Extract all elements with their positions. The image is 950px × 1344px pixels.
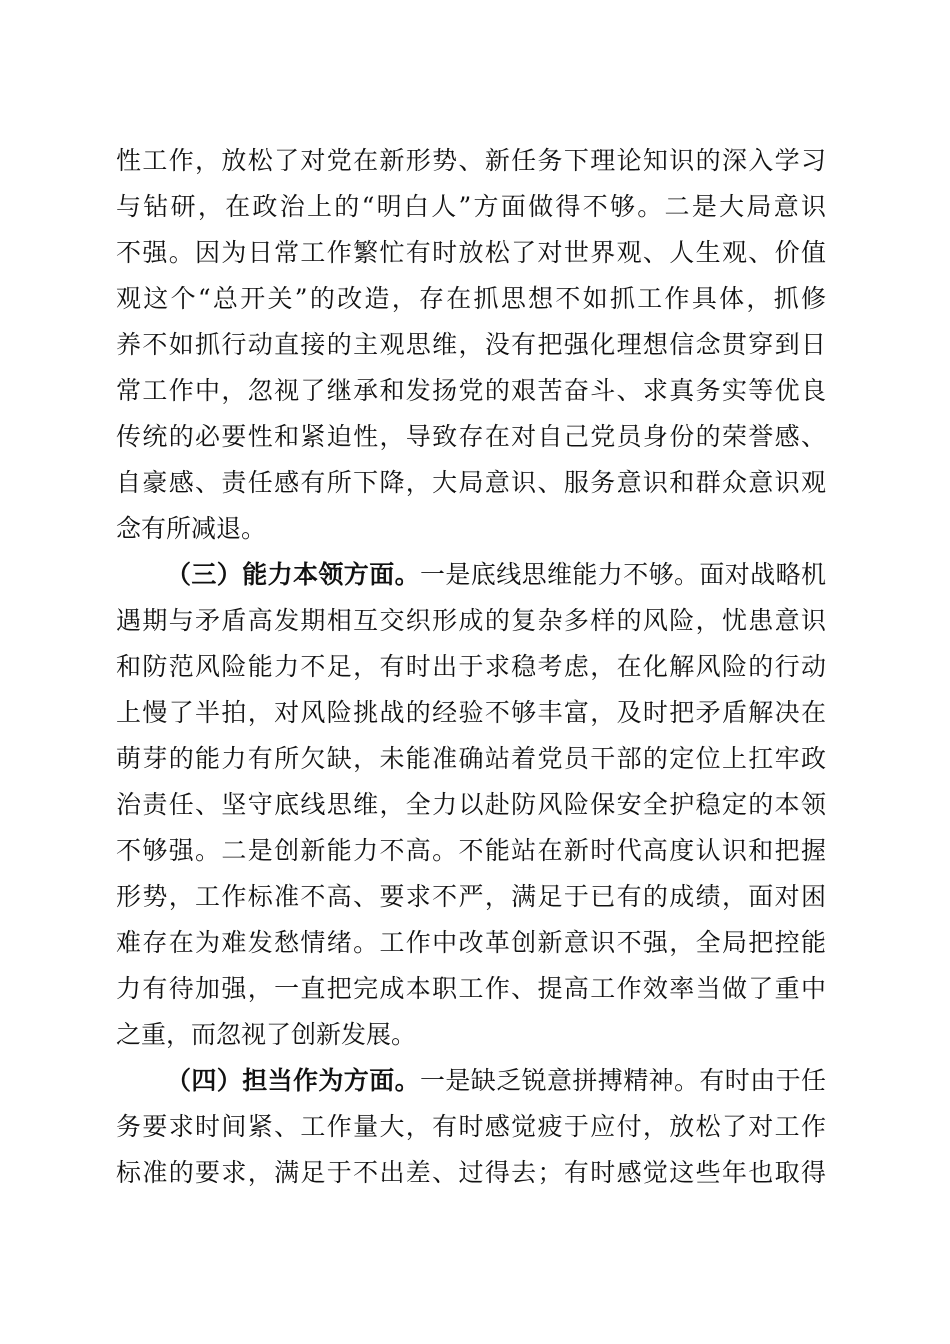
text-line: 形势，工作标准不高、要求不严，满足于已有的成绩，面对困 [116, 882, 826, 911]
text-line: 与钻研，在政治上的“明白人”方面做得不够。二是大局意识 [116, 192, 826, 221]
text-line: 观这个“总开关”的改造，存在抓思想不如抓工作具体，抓修 [116, 284, 826, 313]
text-line: 遇期与矛盾高发期相互交织形成的复杂多样的风险，忧患意识 [116, 606, 826, 635]
text-line: 养不如抓行动直接的主观思维，没有把强化理想信念贯穿到日 [116, 330, 826, 359]
text-line: 不够强。二是创新能力不高。不能站在新时代高度认识和把握 [116, 836, 826, 865]
text-line: 之重，而忽视了创新发展。 [116, 1020, 417, 1049]
text-line: 念有所减退。 [116, 514, 267, 543]
text-line: 常工作中，忽视了继承和发扬党的艰苦奋斗、求真务实等优良 [116, 376, 826, 405]
text-line: 务要求时间紧、工作量大，有时感觉疲于应付，放松了对工作 [116, 1112, 826, 1141]
section-heading: （三）能力本领方面。 [166, 560, 420, 589]
text-line: 性工作，放松了对党在新形势、新任务下理论知识的深入学习 [116, 146, 826, 175]
text-line: 上慢了半拍，对风险挑战的经验不够丰富，及时把矛盾解决在 [116, 698, 826, 727]
text-line: 自豪感、责任感有所下降，大局意识、服务意识和群众意识观 [116, 468, 826, 497]
text-run: 一是底线思维能力不够。面对战略机 [420, 560, 826, 589]
text-run: 一是缺乏锐意拼搏精神。有时由于任 [420, 1066, 826, 1095]
text-line: 标准的要求，满足于不出差、过得去；有时感觉这些年也取得 [116, 1158, 826, 1187]
text-line: 力有待加强，一直把完成本职工作、提高工作效率当做了重中 [116, 974, 826, 1003]
paragraph-first-line [166, 1061, 826, 1101]
text-line: 萌芽的能力有所欠缺，未能准确站着党员干部的定位上扛牢政 [116, 744, 826, 773]
text-line: 不强。因为日常工作繁忙有时放松了对世界观、人生观、价值 [116, 238, 826, 267]
paragraph-first-line [166, 555, 826, 595]
text-line: 难存在为难发愁情绪。工作中改革创新意识不强，全局把控能 [116, 928, 826, 957]
text-line: 和防范风险能力不足，有时出于求稳考虑，在化解风险的行动 [116, 652, 826, 681]
text-line: 治责任、坚守底线思维，全力以赴防风险保安全护稳定的本领 [116, 790, 826, 819]
section-heading: （四）担当作为方面。 [166, 1066, 420, 1095]
text-line: 传统的必要性和紧迫性，导致存在对自己党员身份的荣誉感、 [116, 422, 826, 451]
